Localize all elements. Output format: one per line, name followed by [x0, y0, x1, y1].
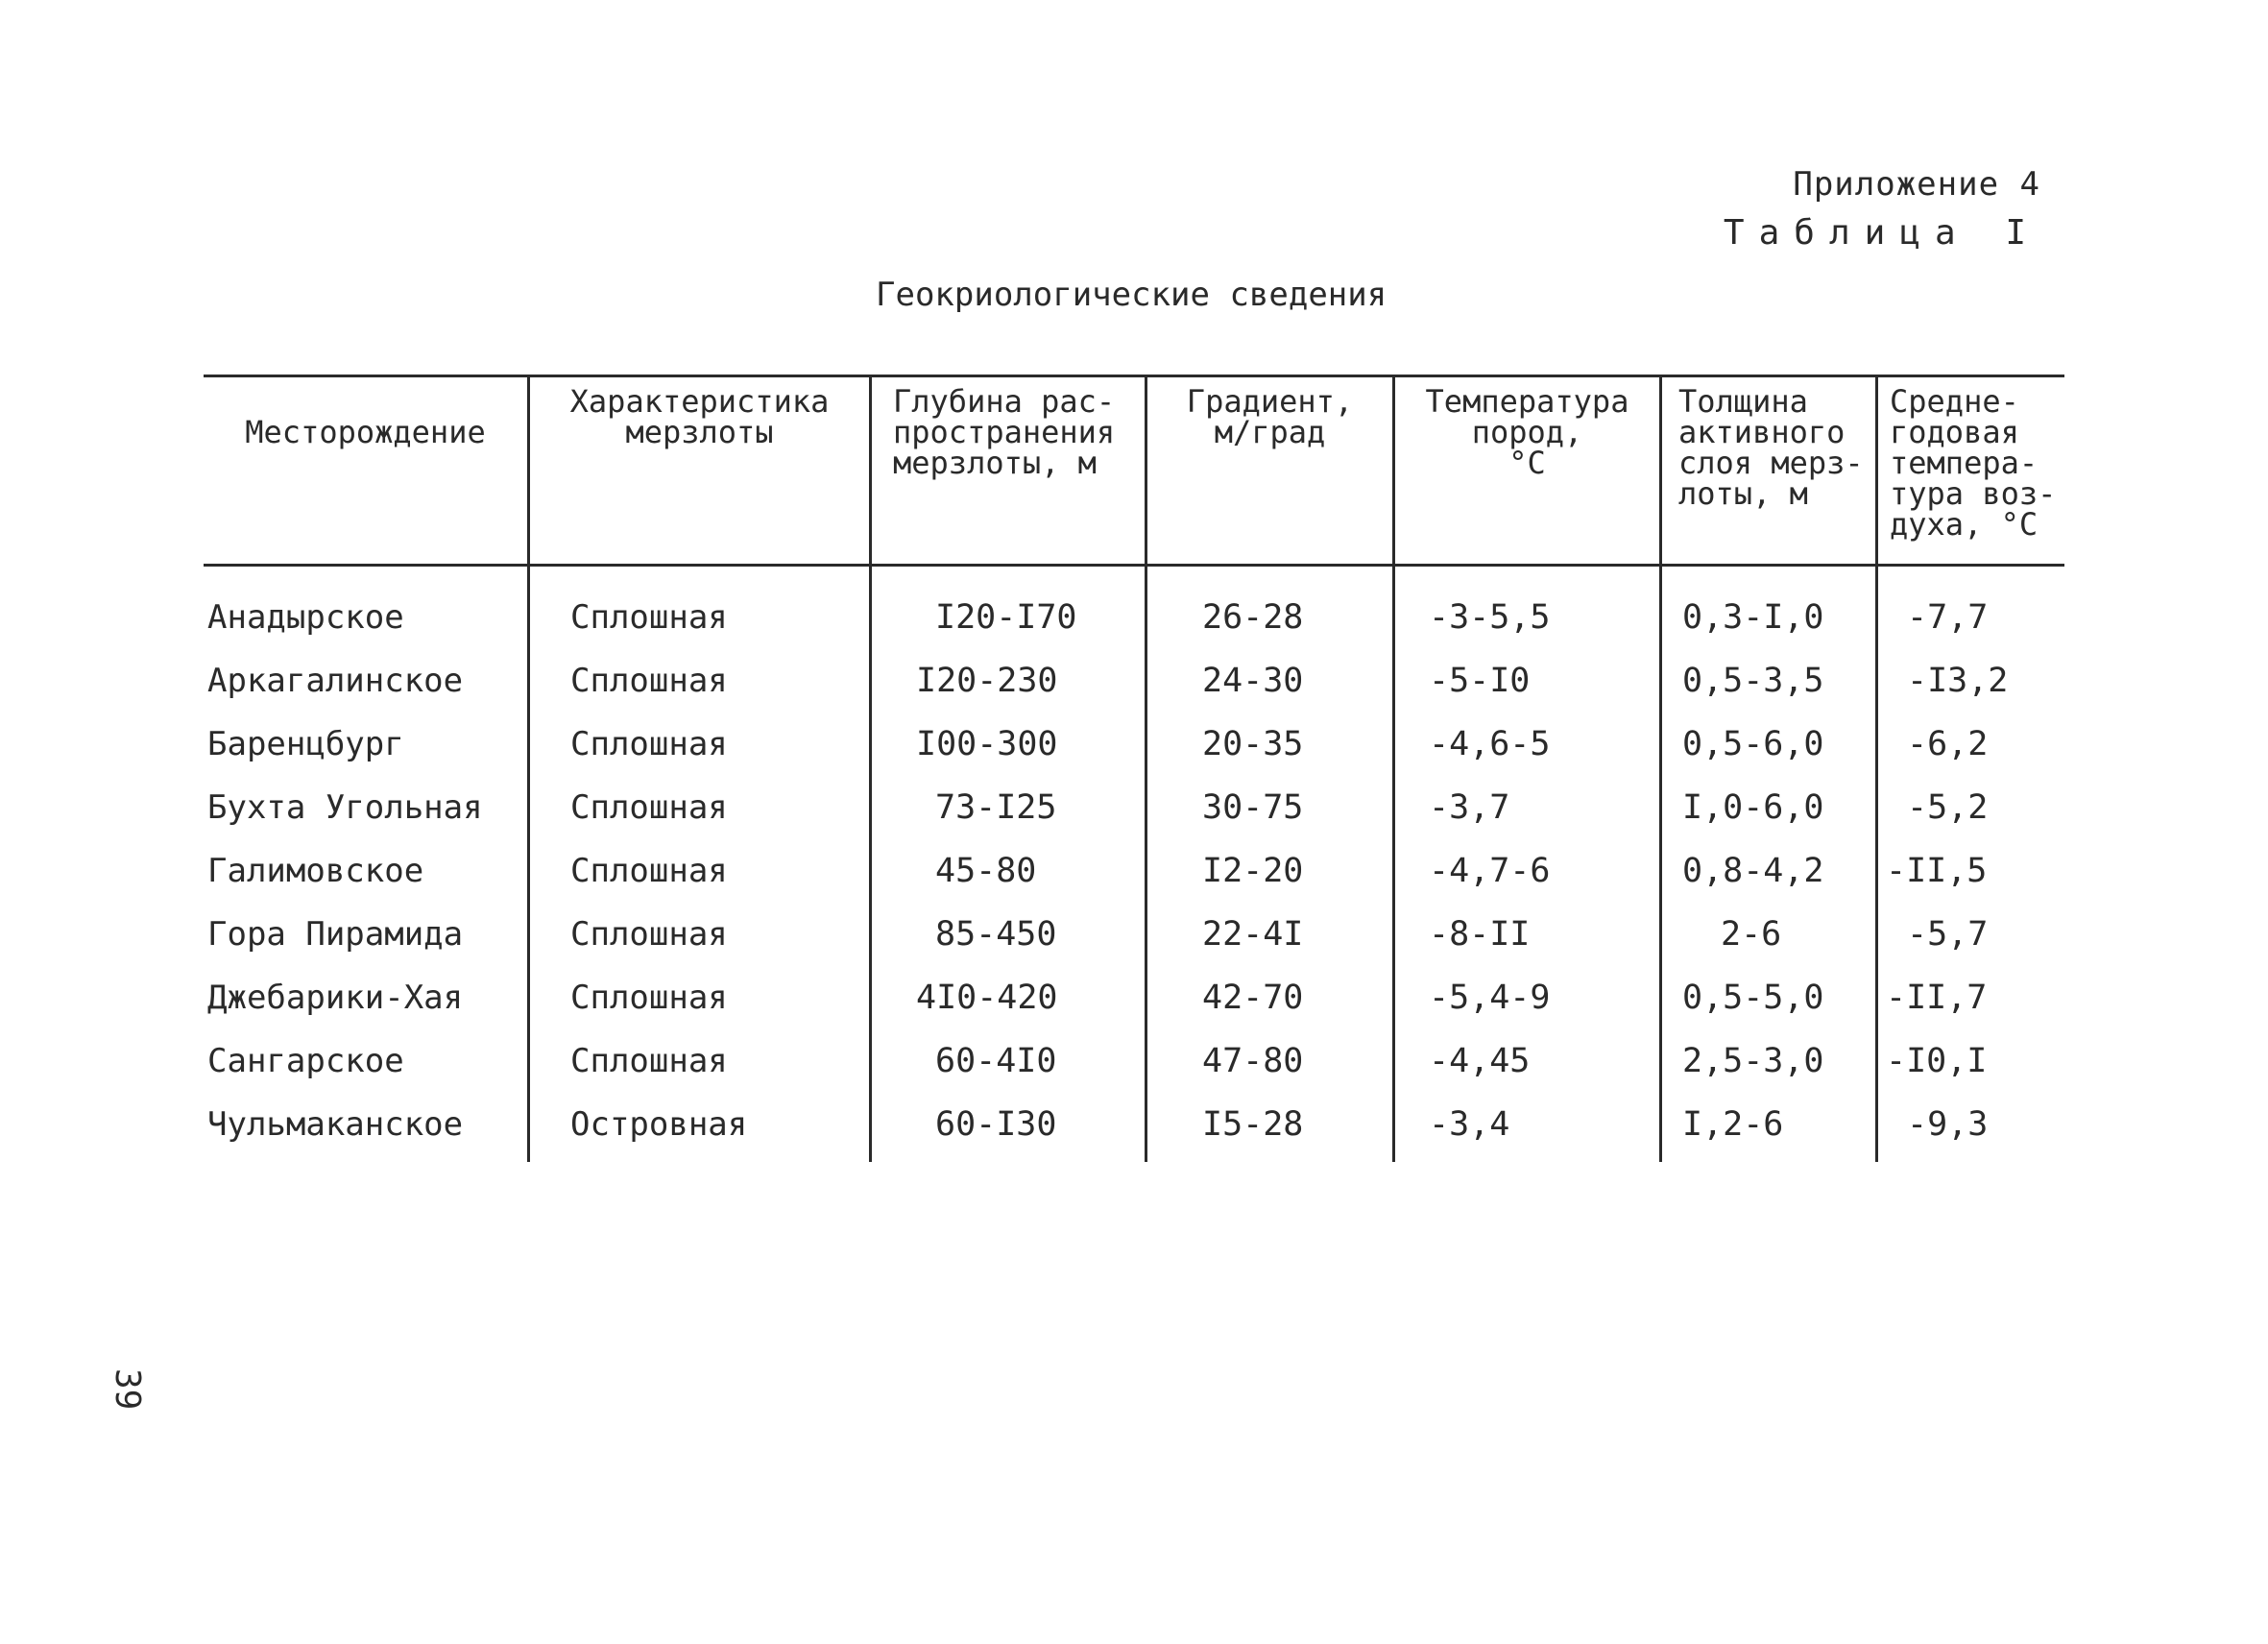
table-top-rule	[204, 375, 2064, 377]
air-temperature-cell: -5,7	[1907, 915, 1989, 954]
permafrost-type-cell: Островная	[570, 1105, 748, 1144]
gradient-cell: 30-75	[1202, 788, 1304, 827]
gradient-cell: 42-70	[1202, 979, 1304, 1017]
air-temperature-cell: -I0,I	[1886, 1042, 1988, 1080]
depth-cell: 60-4I0	[935, 1042, 1057, 1080]
deposit-cell: Бухта Угольная	[207, 788, 483, 827]
depth-cell: 60-I30	[935, 1105, 1057, 1144]
rock-temperature-cell: -5-I0	[1429, 662, 1531, 700]
table-row	[204, 717, 2064, 781]
column-header-deposit: Месторождение	[245, 414, 486, 450]
depth-cell: 45-80	[935, 852, 1037, 890]
rock-temperature-cell: -4,7-6	[1429, 852, 1551, 890]
depth-cell: 4I0-420	[916, 979, 1058, 1017]
depth-cell: I00-300	[916, 725, 1058, 763]
page-number: 39	[108, 1368, 147, 1411]
gradient-cell: 26-28	[1202, 598, 1304, 637]
depth-cell: 73-I25	[935, 788, 1057, 827]
permafrost-type-cell: Сплошная	[570, 1042, 728, 1080]
geocryology-table	[204, 375, 2064, 1162]
deposit-cell: Гора Пирамида	[207, 915, 464, 954]
deposit-cell: Галимовское	[207, 852, 424, 890]
gradient-cell: 22-4I	[1202, 915, 1304, 954]
gradient-cell: I2-20	[1202, 852, 1304, 890]
air-temperature-cell: -6,2	[1907, 725, 1989, 763]
table-row	[204, 781, 2064, 844]
table-number-label: Таблица I	[1723, 213, 2040, 253]
air-temperature-cell: -II,5	[1886, 852, 1988, 890]
active-layer-cell: 2-6	[1721, 915, 1782, 954]
active-layer-cell: I,2-6	[1682, 1105, 1784, 1144]
air-temperature-cell: -9,3	[1907, 1105, 1989, 1144]
deposit-cell: Сангарское	[207, 1042, 404, 1080]
depth-cell: I20-I70	[935, 598, 1077, 637]
air-temperature-cell: -II,7	[1886, 979, 1988, 1017]
table-row	[204, 1034, 2064, 1098]
table-header-rule	[204, 564, 2064, 567]
rock-temperature-cell: -8-II	[1429, 915, 1531, 954]
rock-temperature-cell: -3,7	[1429, 788, 1510, 827]
rock-temperature-cell: -3,4	[1429, 1105, 1510, 1144]
rock-temperature-cell: -5,4-9	[1429, 979, 1551, 1017]
table-row	[204, 591, 2064, 654]
table-row	[204, 971, 2064, 1034]
active-layer-cell: 0,5-5,0	[1682, 979, 1824, 1017]
deposit-cell: Анадырское	[207, 598, 404, 637]
appendix-label: Приложение 4	[1793, 165, 2040, 204]
table-title: Геокриологические сведения	[876, 276, 1387, 314]
deposit-cell: Чульмаканское	[207, 1105, 464, 1144]
active-layer-cell: 0,5-6,0	[1682, 725, 1824, 763]
deposit-cell: Джебарики-Хая	[207, 979, 464, 1017]
gradient-cell: 24-30	[1202, 662, 1304, 700]
air-temperature-cell: -5,2	[1907, 788, 1989, 827]
rock-temperature-cell: -3-5,5	[1429, 598, 1551, 637]
gradient-cell: 20-35	[1202, 725, 1304, 763]
column-header-permafrost-depth: Глубина рас- пространения мерзлоты, м	[893, 383, 1116, 481]
table-row	[204, 907, 2064, 971]
permafrost-type-cell: Сплошная	[570, 979, 728, 1017]
column-header-active-layer: Толщина активного слоя мерз- лоты, м	[1678, 383, 1864, 512]
deposit-cell: Аркагалинское	[207, 662, 464, 700]
permafrost-type-cell: Сплошная	[570, 852, 728, 890]
gradient-cell: 47-80	[1202, 1042, 1304, 1080]
air-temperature-cell: -I3,2	[1907, 662, 2009, 700]
table-row	[204, 844, 2064, 907]
deposit-cell: Баренцбург	[207, 725, 404, 763]
depth-cell: I20-230	[916, 662, 1058, 700]
column-header-air-temperature: Средне- годовая темпера- тура воз- духа, °C	[1890, 383, 2057, 543]
column-header-rock-temperature: Температура пород, °C	[1425, 383, 1629, 481]
rock-temperature-cell: -4,45	[1429, 1042, 1531, 1080]
permafrost-type-cell: Сплошная	[570, 725, 728, 763]
active-layer-cell: 0,8-4,2	[1682, 852, 1824, 890]
active-layer-cell: 2,5-3,0	[1682, 1042, 1824, 1080]
permafrost-type-cell: Сплошная	[570, 788, 728, 827]
column-header-gradient: Градиент, м/град	[1186, 383, 1354, 450]
gradient-cell: I5-28	[1202, 1105, 1304, 1144]
table-row	[204, 1098, 2064, 1161]
rock-temperature-cell: -4,6-5	[1429, 725, 1551, 763]
air-temperature-cell: -7,7	[1907, 598, 1989, 637]
permafrost-type-cell: Сплошная	[570, 662, 728, 700]
table-row	[204, 654, 2064, 717]
active-layer-cell: I,0-6,0	[1682, 788, 1824, 827]
active-layer-cell: 0,5-3,5	[1682, 662, 1824, 700]
permafrost-type-cell: Сплошная	[570, 598, 728, 637]
permafrost-type-cell: Сплошная	[570, 915, 728, 954]
column-header-permafrost-type: Характеристика мерзлоты	[569, 383, 830, 450]
active-layer-cell: 0,3-I,0	[1682, 598, 1824, 637]
depth-cell: 85-450	[935, 915, 1057, 954]
